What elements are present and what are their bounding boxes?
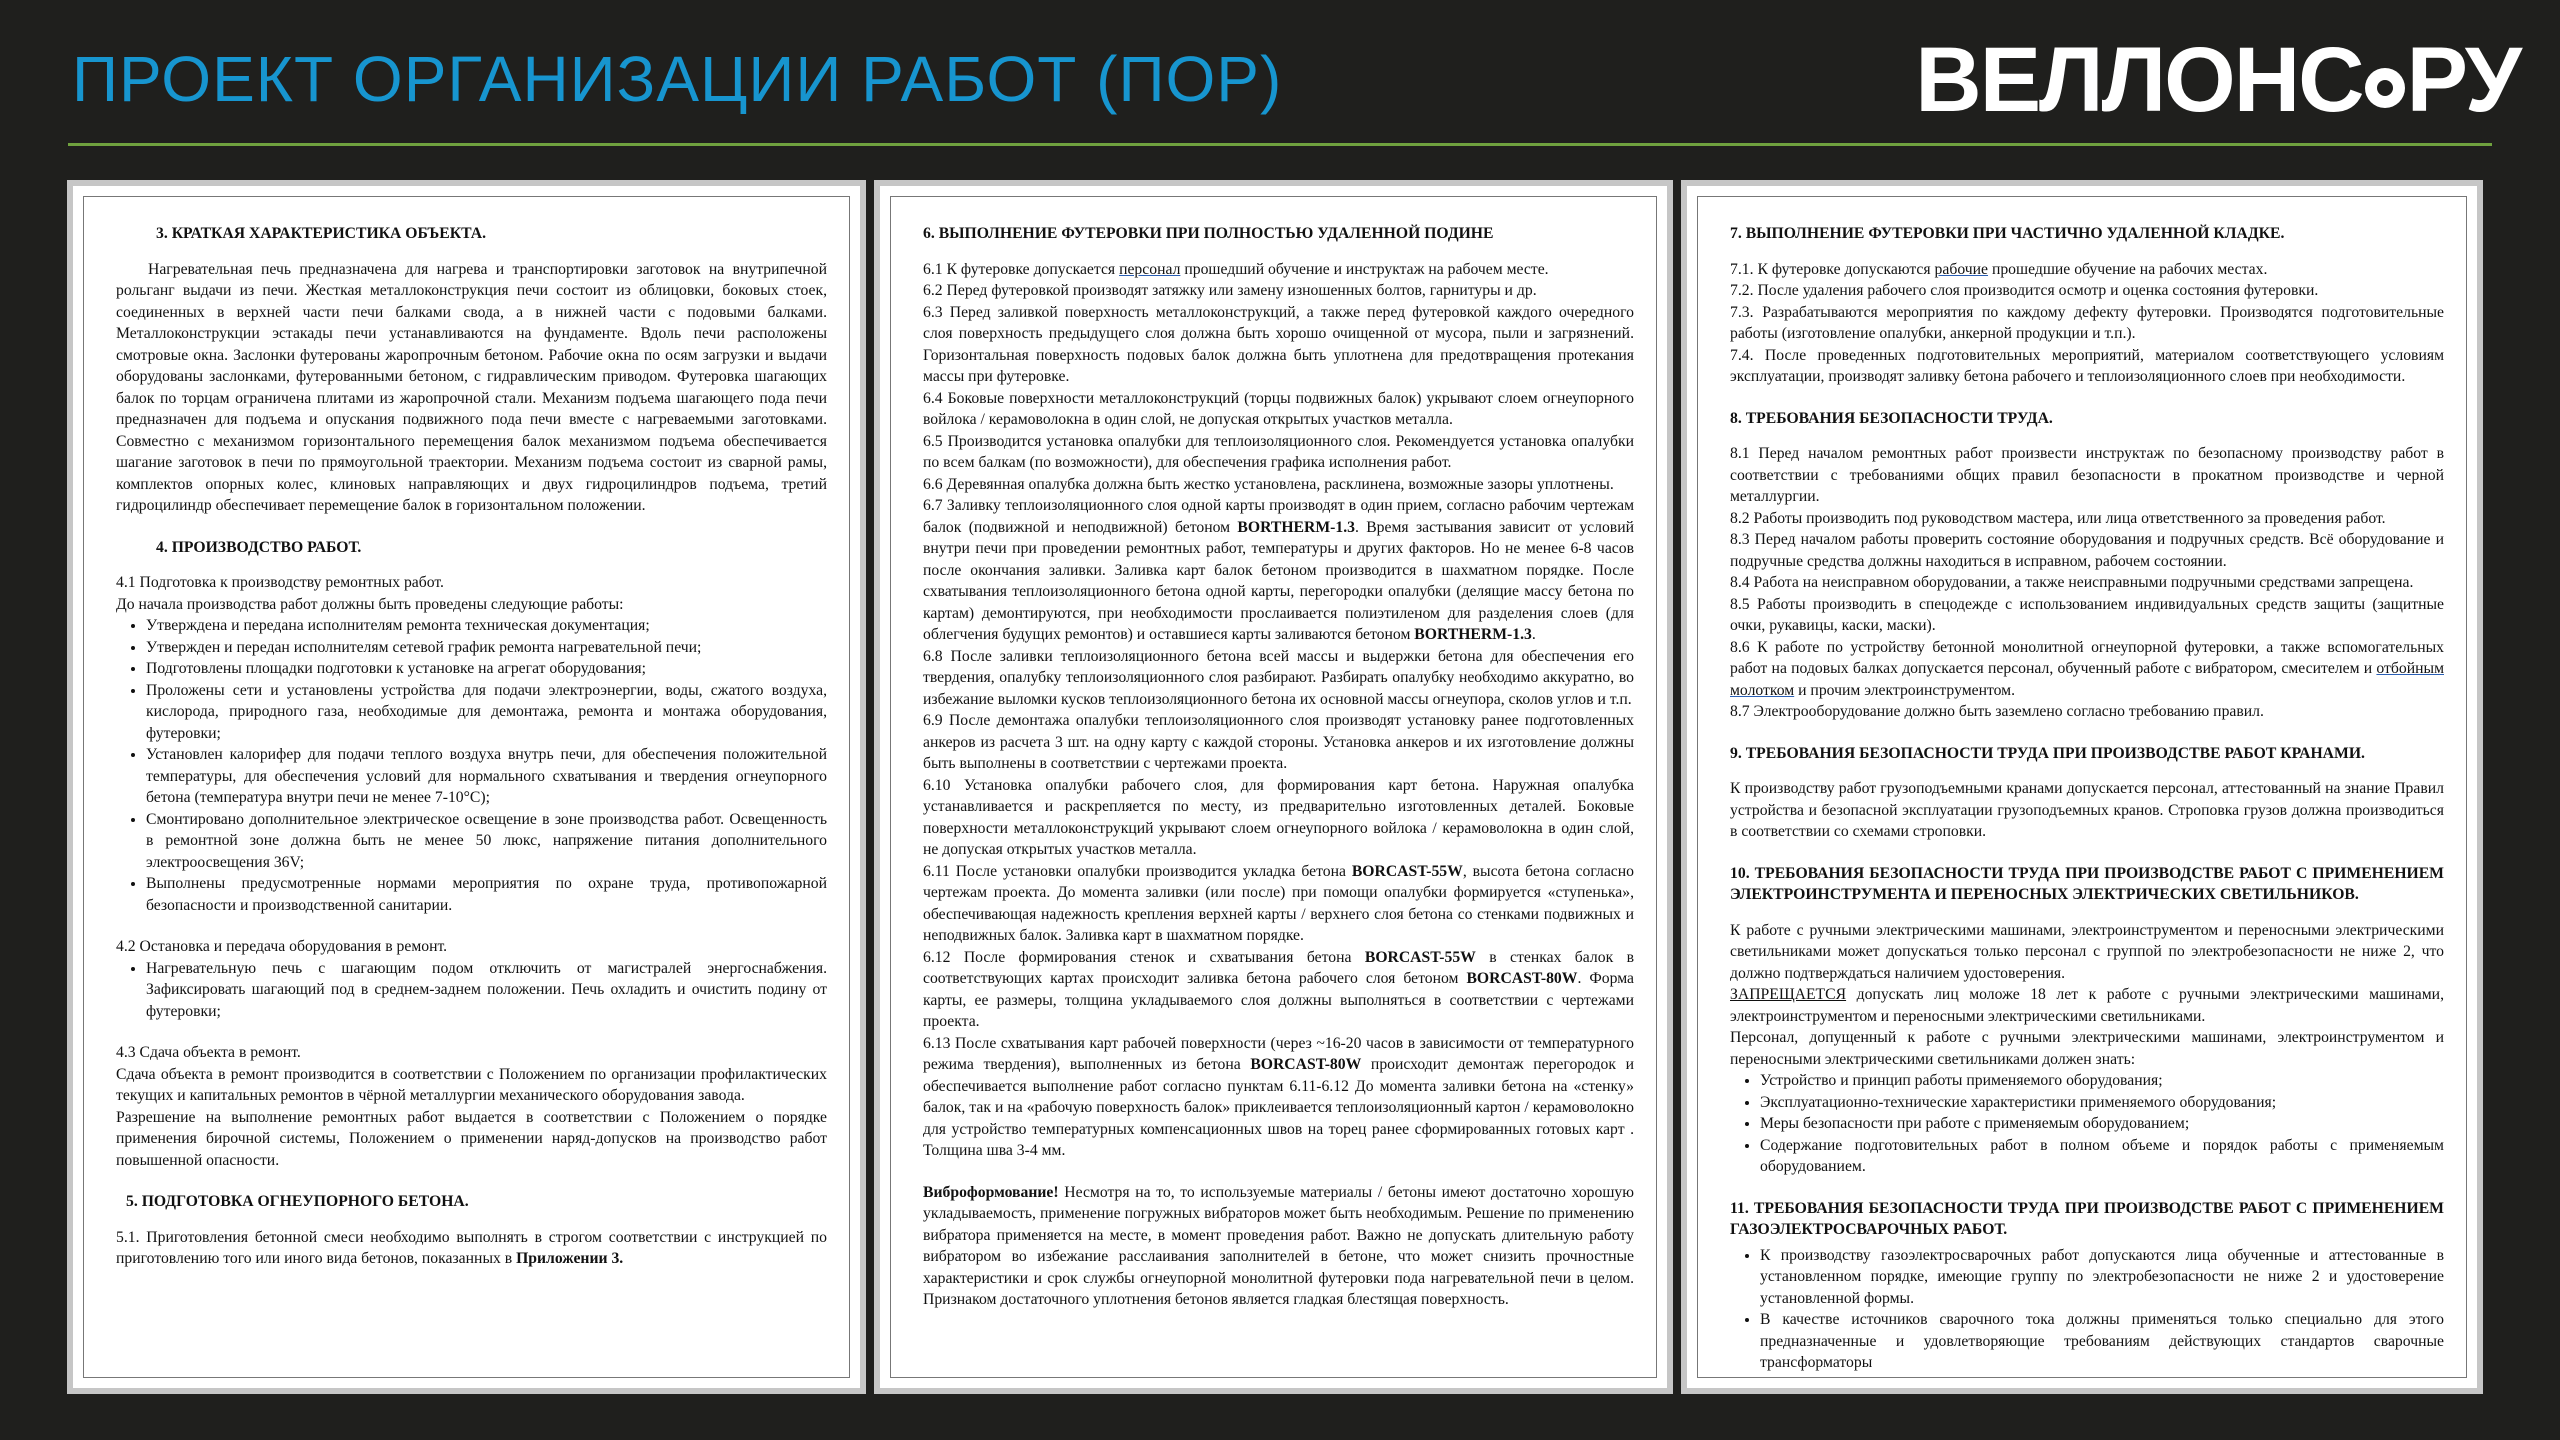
paragraph-6-5: 6.5 Производится установка опалубки для теплоизоляционного слоя. Рекомендуется установка опалубки по всем балкам (по возможности), для обеспечения графика исполнения работ. (923, 432, 1634, 471)
list-item: • Утверждена и передана исполнителям ремонта техническая документация; (146, 615, 827, 637)
section-3-text: Нагревательная печь предназначена для нагрева и транспортировки заготовок на внутрипечной рольганг выдачи из печи. Жесткая металлоконструкция печи состоит из облицовки, боковых стоек, соединенных в верхней части печи балками свода, а в нижней части с подовыми балками. Металлоконструкции эстакады печи устанавливаются на фундаменте. Вдоль печи расположены смотровые окна. Заслонки футерованы жаропрочным бетоном. Рабочие окна по осям загрузки и выдачи оборудованы заслонками, футерованными бетоном, с гидравлическим приводом. Футеровка шагающих балок по торцам ограничена плитами из жаропрочной стали. Механизм подъема шагающего пода печи предназначен для подъема и опускания подвижного пода печи вместе с нагреваемыми заготовками. Совместно с механизмом горизонтального перемещения балок механизмом подъема обеспечивается шагание заготовок в печи по прямоугольной траектории. Механизм подъема состоит из сварной рамы, комплектов опорных колес, клиновых направляющих и двух гидроцилиндров подъема, третий гидроцилиндр обеспечивает перемещение балок в горизонтальном положении. (116, 260, 827, 514)
section-4-2-title: 4.2 Остановка и передача оборудования в ремонт. (116, 938, 448, 955)
p67-text-c: . Время застывания зависит от условий внутри печи при проведении ремонтных работ, температуры и других факторов. Но не менее 6-8 часов после окончания заливки. Заливка карт балок бетоном производится в шахматном порядке. После схватывания теплоизоляционного бетона одной карты, перегородки опалубки (делящие массу бетона по картам) демонтируются, при необходимости прослаивается полиэтиленом для разделения слоев (для облегчения будущих ремонтов) и оставшиеся карты заливаются бетоном (923, 518, 1634, 643)
p67-text-d: . (1531, 626, 1536, 643)
section-11-list (1730, 1245, 2444, 1374)
list-item: • В качестве источников сварочного тока должны применяться только специально для этого предназначенные и удовлетворяющие требованиям действующих стандартов сварочные трансформаторы (1760, 1309, 2444, 1374)
section-7-title: 7. ВЫПОЛНЕНИЕ ФУТЕРОВКИ ПРИ ЧАСТИЧНО УДАЛЕННОЙ КЛАДКЕ. (1730, 225, 2285, 242)
prohibited-label: ЗАПРЕЩАЕТСЯ (1730, 986, 1847, 1003)
paragraph-6-7 (923, 495, 1634, 646)
section-10-list (1730, 1070, 2444, 1178)
paragraph-6-11 (923, 861, 1634, 947)
p611-text-a: 6.11 После установки опалубки производится укладка бетона (923, 862, 1352, 880)
paragraph-8-3: 8.3 Перед началом работы проверить состояние оборудования и подручных средств. Всё оборудование и подручные средства должны находиться в исправном, рабочем состоянии. (1730, 531, 2444, 570)
section-4-2-list (116, 958, 827, 1023)
p611-material: BORCAST-55W (1351, 862, 1463, 880)
list-item: • Установлен калорифер для подачи теплого воздуха внутрь печи, для обеспечения положительной температуры, для обеспечения условий для нормального схватывания и твердения огнеупорного бетона (температура внутри печи не менее 7-10°С); (146, 744, 827, 809)
section-10-p2-text: допускать лиц моложе 18 лет к работе с ручными электрическими машинами, электроинструментом и переносными электрическими светильниками. (1730, 986, 2444, 1025)
paragraph-6-12 (923, 947, 1634, 1033)
section-9-text: К производству работ грузоподъемными кранами допускается персонал, аттестованный на знание Правил устройства и безопасной эксплуатации грузоподъемных кранов. Строповка грузов должна производиться в соответствии со схемами строповки. (1730, 780, 2444, 840)
p612-text-c: в стенках балок в соответствующих картах происходит заливка бетона рабочего слоя бетоном (923, 948, 1634, 987)
list-item: • К производству газоэлектросварочных работ допускаются лица обученные и аттестованные в установленном порядке, имеющие группу по электробезопасности не ниже 2 и удостоверение установленной формы. (1760, 1245, 2444, 1310)
list-item: • Смонтировано дополнительное электрическое освещение в зоне производства работ. Освещенность в ремонтной зоне должна быть не менее 50 люкс, напряжение питания дополнительного электроосвещения 36V; (146, 809, 827, 874)
p71-text-b: прошедшие обучение на рабочих местах. (1988, 260, 2268, 278)
brand-logo (1915, 29, 2520, 131)
section-4-title: 4. ПРОИЗВОДСТВО РАБОТ. (156, 538, 362, 556)
section-10-title: 10. ТРЕБОВАНИЯ БЕЗОПАСНОСТИ ТРУДА ПРИ ПРОИЗВОДСТВЕ РАБОТ С ПРИМЕНЕНИЕМ ЭЛЕКТРОИНСТРУМЕНТА И ПЕРЕНОСНЫХ ЭЛЕКТРИЧЕСКИХ СВЕТИЛЬНИКОВ. (1730, 864, 2444, 903)
p61-text-b: прошедший обучение и инструктаж на рабочем месте. (1180, 260, 1549, 278)
paragraph-6-9: 6.9 После демонтажа опалубки теплоизоляционного слоя производят установку ранее подготовленных анкеров из расчета 3 шт. на одну карту с каждой стороны. Установка анкеров и их изготовление должны быть выполнены в соответствии с чертежами проекта. (923, 712, 1634, 772)
section-6-title: 6. ВЫПОЛНЕНИЕ ФУТЕРОВКИ ПРИ ПОЛНОСТЬЮ УДАЛЕННОЙ ПОДИНЕ (923, 225, 1494, 242)
logo-dot-icon (2365, 68, 2405, 108)
paragraph-6-1 (923, 259, 1634, 281)
list-item: • Содержание подготовительных работ в полном объеме и порядок работы с применяемым оборудованием. (1760, 1135, 2444, 1178)
page-title: ПРОЕКТ ОРГАНИЗАЦИИ РАБОТ (ПОР) (72, 43, 1283, 115)
document-page-2 (890, 196, 1657, 1378)
section-4-1-list (116, 615, 827, 916)
p67-material-2: BORTHERM-1.3 (1414, 626, 1532, 643)
paragraph-8-4: 8.4 Работа на неисправном оборудовании, а также неисправными подручными средствами запрещена. (1730, 574, 2414, 591)
paragraph-8-7: 8.7 Электрооборудование должно быть заземлено согласно требованию правил. (1730, 703, 2264, 720)
paragraph-6-4: 6.4 Боковые поверхности металлоконструкций (торцы подвижных балок) укрывают слоем огнеупорного войлока / керамоволокна в один слой, не допуская открытых участков металла. (923, 389, 1634, 428)
p71-underlined: рабочие (1934, 260, 1989, 278)
appendix-reference: Приложении 3. (516, 1250, 624, 1267)
p61-text-a: 6.1 К футеровке допускается (923, 260, 1120, 278)
paragraph-6-2: 6.2 Перед футеровкой производят затяжку или замену изношенных болтов, гарнитуры и др. (923, 282, 1537, 299)
section-11-title: 11. ТРЕБОВАНИЯ БЕЗОПАСНОСТИ ТРУДА ПРИ ПРОИЗВОДСТВЕ РАБОТ С ПРИМЕНЕНИЕМ ГАЗОЭЛЕКТРОСВАРОЧНЫХ РАБОТ. (1730, 1199, 2444, 1238)
section-9-title: 9. ТРЕБОВАНИЯ БЕЗОПАСНОСТИ ТРУДА ПРИ ПРОИЗВОДСТВЕ РАБОТ КРАНАМИ. (1730, 744, 2365, 762)
paragraph-6-6: 6.6 Деревянная опалубка должна быть жестко установлена, расклинена, возможные зазоры уплотнены. (923, 475, 1614, 493)
list-item: • Утвержден и передан исполнителям сетевой график ремонта нагревательной печи; (146, 637, 827, 659)
p613-text-c: происходит демонтаж перегородок и обеспечивается выполнение работ согласно пунктам 6.11-6.12 До момента заливки бетона на «стенку» балок, так и на «рабочую поверхность балок» приклеивается теплоизоляционный картон / керамоволокно для устройство температурных компенсационных швов на торец ранее сформированных готовых карт . Толщина шва 3-4 мм. (923, 1056, 1634, 1159)
p86-underlined: отбойным молотком (1730, 660, 2444, 699)
p612-text-a: 6.12 После формирования стенок и схватывания бетона (923, 948, 1365, 966)
paragraph-8-6 (1730, 637, 2444, 702)
paragraph-6-13 (923, 1033, 1634, 1162)
list-item: • Эксплуатационно-технические характеристики применяемого оборудования; (1760, 1092, 2444, 1114)
section-5-1-text (116, 1227, 827, 1270)
section-4-1-title: 4.1 Подготовка к производству ремонтных работ. (116, 574, 444, 591)
paragraph-7-4: 7.4. После проведенных подготовительных мероприятий, материалом соответствующего условиям эксплуатации, производят заливку бетона рабочего и теплоизоляционного слоев при необходимости. (1730, 346, 2444, 385)
list-item: • Выполнены предусмотренные нормами мероприятия по охране труда, противопожарной безопасности и производственной санитарии. (146, 873, 827, 916)
section-3-title: 3. КРАТКАЯ ХАРАКТЕРИСТИКА ОБЪЕКТА. (156, 225, 487, 242)
paragraph-7-1 (1730, 259, 2444, 281)
p612-material-1: BORCAST-55W (1364, 948, 1476, 966)
document-panel-1 (67, 180, 866, 1394)
section-4-3-text: Сдача объекта в ремонт производится в соответствии с Положением по организации профилактических текущих и капитальных ремонтов в чёрной металлургии механического оборудования завода. (116, 1065, 827, 1104)
paragraph-vibroforming (923, 1182, 1634, 1311)
p67-material-1: BORTHERM-1.3 (1237, 518, 1355, 536)
section-5-1-body: 5.1. Приготовления бетонной смеси необходимо выполнять в строгом соответствии с инструкцией по приготовлению того или иного вида бетонов, показанных в (116, 1228, 827, 1267)
list-item: • Меры безопасности при работе с применяемым оборудованием; (1760, 1113, 2444, 1135)
section-10-paragraph-2 (1730, 984, 2444, 1027)
document-page-3 (1697, 196, 2467, 1378)
section-8-title: 8. ТРЕБОВАНИЯ БЕЗОПАСНОСТИ ТРУДА. (1730, 409, 2053, 427)
section-5-title: 5. ПОДГОТОВКА ОГНЕУПОРНОГО БЕТОНА. (126, 1193, 469, 1210)
paragraph-6-10: 6.10 Установка опалубки рабочего слоя, для формирования карт бетона. Наружная опалубка устанавливается и раскрепляется по месту, из предварительно изготовленных деталей. Боковые поверхности металлоконструкций укрывают слоем огнеупорного войлока / керамоволокна в один слой, не допуская открытых участков металла. (923, 776, 1634, 858)
list-item: • Устройство и принцип работы применяемого оборудования; (1760, 1070, 2444, 1092)
paragraph-8-2: 8.2 Работы производить под руководством мастера, или лица ответственного за проведения работ. (1730, 509, 2386, 527)
paragraph-8-5: 8.5 Работы производить в спецодежде с использованием индивидуальных средств защиты (защитные очки, рукавицы, каски, маски). (1730, 595, 2444, 634)
section-4-3-title: 4.3 Сдача объекта в ремонт. (116, 1044, 301, 1061)
vibroforming-label: Виброформование! (923, 1183, 1059, 1201)
paragraph-8-1: 8.1 Перед началом ремонтных работ произвести инструктаж по безопасному производству работ в соответствии с требованиями общих правил безопасности в прокатном производстве и черной металлургии. (1730, 445, 2444, 505)
p611-text-c: , высота бетона согласно чертежам проекта. До момента заливки (или после) при помощи опалубки формируется «ступенька», обеспечивающая надежность крепления верхней карты / верхнего слоя бетона со стенками подвижных и неподвижных балок. Заливка карт в шахматном порядке. (923, 862, 1634, 944)
p612-text-e: . Форма карты, ее размеры, толщина укладываемого слоя должны выполняться в соответствии с чертежами проекта. (923, 970, 1634, 1030)
logo-text-right: РУ (2406, 29, 2520, 131)
logo-text-left: ВЕЛЛОНС (1915, 29, 2363, 131)
document-panel-2 (874, 180, 1673, 1394)
document-page-1 (83, 196, 850, 1378)
paragraph-7-2: 7.2. После удаления рабочего слоя производится осмотр и оценка состояния футеровки. (1730, 282, 2319, 299)
p67-text-a: 6.7 Заливку теплоизоляционного слоя одной карты производят в один прием, согласно рабочим чертежам балок (подвижной и неподвижной) бетоном (923, 497, 1634, 536)
p612-material-2: BORCAST-80W (1466, 970, 1578, 987)
p71-text-a: 7.1. К футеровке допускаются (1730, 260, 1935, 278)
header-divider (68, 143, 2492, 146)
section-4-3-text-2: Разрешение на выполнение ремонтных работ выдается в соответствии с Положением о порядке применения бирочной системы, Положением о применении наряд-допусков на производство работ повышенной опасности. (116, 1108, 827, 1169)
p86-text-a: 8.6 К работе по устройству бетонной монолитной огнеупорной футеровки, а также вспомогательных работ на подовых балках допускается персонал, обученный работе с вибратором, смесителем и (1730, 638, 2444, 677)
p86-text-b: и прочим электроинструментом. (1794, 681, 2016, 699)
paragraph-6-8: 6.8 После заливки теплоизоляционного бетона всей массы и выдержки бетона для обеспечения его твердения, опалубку теплоизоляционного слоя разбирают. Разбирать опалубку необходимо аккуратно, во избежание выломки кусков теплоизоляционного бетона их основной массы огнеупора, сколов углов и т.п. (923, 647, 1634, 708)
p613-material: BORCAST-80W (1250, 1056, 1362, 1073)
list-item: • Подготовлены площадки подготовки к установке на агрегат оборудования; (146, 658, 827, 680)
section-10-paragraph-1: К работе с ручными электрическими машинами, электроинструментом и переносными электрическими светильниками может допускаться только персонал с группой по электробезопасности не ниже 2, что должно подтверждаться наличием удостоверения. (1730, 921, 2444, 982)
document-panel-3 (1681, 180, 2483, 1394)
section-10-paragraph-3: Персонал, допущенный к работе с ручными электрическими машинами, электроинструментом и переносными электрическими светильниками должен знать: (1730, 1029, 2444, 1068)
vibroforming-text: Несмотря на то, то используемые материалы / бетоны имеют достаточно хорошую укладываемость, применение погружных вибраторов может быть необходимым. Решение по применению вибратора применяется на месте, в момент проведения работ. Важно не допускать длительную работу вибратором во избежание расслаивания заполнителей в бетоне, что может снизить прочностные характеристики и срок службы огнеупорной монолитной футеровки пода нагревательной печи в целом. Признаком достаточного уплотнения бетонов является гладкая блестящая поверхность. (923, 1183, 1634, 1308)
paragraph-6-3: 6.3 Перед заливкой поверхность металлоконструкций, а также перед футеровкой каждого очередного слоя поверхность предыдущего слоя должна быть хорошо очищенной от мусора, пыли и загрязнений. Горизонтальная поверхность подовых балок должна быть уплотнена для предотвращения протекания массы при футеровке. (923, 303, 1634, 385)
list-item: • Нагревательную печь с шагающим подом отключить от магистралей энергоснабжения. Зафиксировать шагающий под в среднем-заднем положении. Печь охладить и очистить подину от футеровки; (146, 958, 827, 1023)
list-item: • Проложены сети и установлены устройства для подачи электроэнергии, воды, сжатого воздуха, кислорода, природного газа, необходимые для демонтажа, ремонта и монтажа оборудования, футеровки; (146, 680, 827, 745)
section-4-1-intro: До начала производства работ должны быть проведены следующие работы: (116, 595, 624, 613)
paragraph-7-3: 7.3. Разрабатываются мероприятия по каждому дефекту футеровки. Производятся подготовительные работы (изготовление опалубки, анкерной продукции и т.п.). (1730, 303, 2444, 342)
p61-underlined: персонал (1119, 260, 1181, 278)
p613-text-a: 6.13 После схватывания карт рабочей поверхности (через ~16-20 часов в зависимости от температурного режима твердения), выполненных из бетона (923, 1034, 1634, 1073)
